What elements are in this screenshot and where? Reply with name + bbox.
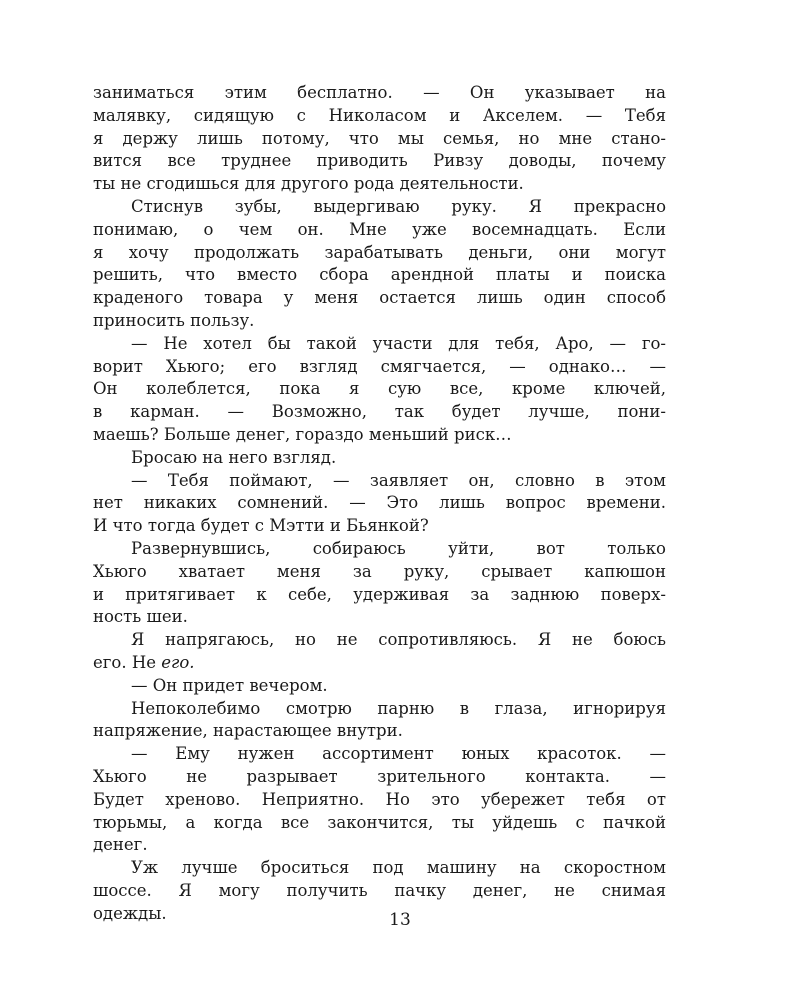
- text-line-content: я держу лишь потому, что мы семья, но мне стано-: [93, 128, 666, 148]
- text-line: [93, 356, 666, 379]
- text-line-content: ность шеи.: [93, 607, 188, 627]
- text-line-content: — Не хотел бы такой участи для тебя, Аро, — го-: [131, 333, 666, 353]
- text-line: [93, 743, 666, 766]
- text-line-content: маешь? Больше денег, гораздо меньший риск…: [93, 424, 512, 444]
- text-line: [93, 310, 666, 333]
- italic-emphasis: его.: [161, 652, 195, 672]
- text-line-content: решить, что вместо сбора арендной платы и поиска: [93, 265, 666, 285]
- text-line: [93, 105, 666, 128]
- text-line-content: приносить пользу.: [93, 310, 255, 330]
- text-line-content: заниматься этим бесплатно. — Он указывает на: [93, 83, 666, 102]
- page-number: 13: [389, 910, 411, 930]
- text-line-content: одежды.: [93, 903, 167, 923]
- text-line: [93, 720, 666, 743]
- text-line-content: И что тогда будет с Мэтти и Бьянкой?: [93, 516, 429, 536]
- text-line-content: я хочу продолжать зарабатывать деньги, они могут: [93, 242, 666, 262]
- text-line-content: Он колеблется, пока я сую все, кроме ключей,: [93, 379, 666, 399]
- text-line: [93, 333, 666, 356]
- text-line-content: — Он придет вечером.: [131, 675, 328, 695]
- text-line-content: Непоколебимо смотрю парню в глаза, игнорируя: [131, 698, 666, 718]
- text-line: [93, 880, 666, 903]
- text-line: [93, 698, 666, 721]
- text-line: [93, 378, 666, 401]
- text-line-content: нет никаких сомнений. — Это лишь вопрос времени.: [93, 493, 666, 513]
- text-line-content: шоссе. Я могу получить пачку денег, не снимая: [93, 880, 666, 900]
- text-line: [93, 652, 666, 675]
- text-line: [93, 675, 666, 698]
- text-line: [93, 242, 666, 265]
- text-line: [93, 492, 666, 515]
- text-line-content: Развернувшись, собираюсь уйти, вот только: [131, 538, 666, 558]
- text-line: [93, 401, 666, 424]
- text-line-content: вится все труднее приводить Ривзу доводы, почему: [93, 151, 666, 171]
- text-line: [93, 219, 666, 242]
- text-line: [93, 834, 666, 857]
- text-line: [93, 470, 666, 493]
- text-line-content: и притягивает к себе, удерживая за заднюю поверх-: [93, 584, 666, 604]
- text-line: [93, 766, 666, 789]
- text-line-content: его. Не: [93, 652, 162, 672]
- text-line-content: Будет хреново. Неприятно. Но это убережет тебя от: [93, 789, 666, 809]
- text-line-content: малявку, сидящую с Николасом и Акселем. — Тебя: [93, 105, 666, 125]
- text-line-content: Я напрягаюсь, но не сопротивляюсь. Я не боюсь: [131, 630, 666, 650]
- text-line-content: ворит Хьюго; его взгляд смягчается, — однако… —: [93, 356, 666, 376]
- text-line: [93, 128, 666, 151]
- text-line-content: Стиснув зубы, выдергиваю руку. Я прекрасно: [131, 196, 666, 216]
- text-line: [93, 173, 666, 196]
- text-line: [93, 584, 666, 607]
- text-line: [93, 629, 666, 652]
- text-line: [93, 287, 666, 310]
- text-line-content: в карман. — Возможно, так будет лучше, пони-: [93, 402, 666, 422]
- text-line: [93, 150, 666, 173]
- text-line-content: Хьюго хватает меня за руку, срывает капюшон: [93, 561, 666, 581]
- text-line-content: — Ему нужен ассортимент юных красоток. —: [131, 744, 666, 764]
- text-line: [93, 606, 666, 629]
- text-line: [93, 812, 666, 835]
- text-line-content: краденого товара у меня остается лишь один способ: [93, 288, 666, 308]
- text-line: [93, 515, 666, 538]
- text-line: [93, 561, 666, 584]
- text-line: [93, 857, 666, 880]
- text-line: [93, 424, 666, 447]
- text-line-content: — Тебя поймают, — заявляет он, словно в этом: [131, 470, 666, 490]
- text-line-content: понимаю, о чем он. Мне уже восемнадцать. Если: [93, 219, 666, 239]
- text-line: [93, 789, 666, 812]
- text-line-content: Бросаю на него взгляд.: [131, 447, 337, 467]
- text-line: [93, 538, 666, 561]
- text-line: [93, 82, 666, 105]
- text-line: [93, 196, 666, 219]
- text-line: [93, 447, 666, 470]
- text-line: [93, 264, 666, 287]
- text-line-content: ты не сгодишься для другого рода деятельности.: [93, 174, 524, 194]
- text-line-content: Уж лучше броситься под машину на скоростном: [131, 858, 666, 878]
- text-line-content: денег.: [93, 835, 148, 855]
- text-line-content: Хьюго не разрывает зрительного контакта. —: [93, 766, 666, 786]
- text-line-content: тюрьмы, а когда все закончится, ты уйдешь с пачкой: [93, 812, 666, 832]
- body-text: [93, 82, 666, 925]
- text-line-content: напряжение, нарастающее внутри.: [93, 721, 403, 741]
